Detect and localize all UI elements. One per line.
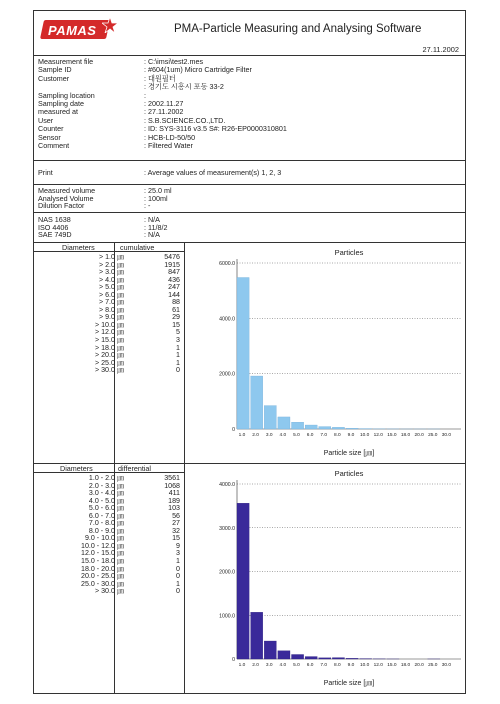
count-cell: 0 (176, 366, 180, 375)
bar (251, 376, 263, 429)
x-tick-label: 1.0 (238, 663, 246, 668)
x-tick-label: 1.0 (238, 433, 246, 438)
bar (305, 657, 317, 659)
field-value: : 25.0 ml (144, 186, 172, 195)
diameter-cell: 7.0 - 8.0 ㎛ (88, 519, 124, 528)
bar (319, 658, 331, 659)
bar (292, 654, 304, 659)
field-value: : - (144, 201, 151, 211)
diameter-cell: 3.0 - 4.0 ㎛ (88, 489, 124, 498)
count-cell: 1 (176, 358, 180, 367)
count-cell: 0 (176, 587, 180, 596)
count-cell: 247 (168, 283, 180, 292)
count-cell: 1068 (164, 481, 180, 490)
diameter-cell: 25.0 - 30.0 ㎛ (81, 579, 124, 588)
x-tick-label: 10.0 (359, 663, 370, 668)
x-tick-label: 2.0 (252, 433, 259, 438)
diameter-cell: 9.0 - 10.0 ㎛ (84, 534, 124, 543)
field-value: : (144, 90, 146, 100)
x-tick-label: 8.0 (334, 433, 341, 438)
divider (34, 251, 184, 252)
diameter-cell: > 18.0 ㎛ (95, 343, 124, 352)
divider (34, 55, 465, 56)
x-tick-label: 7.0 (320, 433, 328, 438)
count-cell: 29 (172, 313, 180, 322)
y-tick-label: 0 (232, 657, 235, 663)
count-cell: 1 (176, 579, 180, 588)
differential-col-diameters: Diameters (60, 464, 93, 473)
field-label: Measured volume (38, 186, 96, 195)
diameter-cell: > 6.0 ㎛ (98, 290, 124, 299)
x-tick-label: 18.0 (400, 663, 411, 668)
field-value: : HCB-LD-50/50 (144, 132, 196, 142)
count-cell: 103 (168, 504, 180, 513)
print-value: : Average values of measurement(s) 1, 2, 3 (144, 168, 282, 177)
x-tick-label: 12.0 (373, 663, 383, 668)
x-tick-label: 3.0 (265, 663, 273, 668)
x-tick-label: 6.0 (306, 663, 314, 668)
x-tick-label: 3.0 (265, 433, 273, 438)
x-tick-label: 5.0 (293, 433, 300, 438)
field-value: : 100ml (144, 193, 168, 203)
diameter-cell: > 9.0 ㎛ (98, 313, 124, 322)
diameter-cell: 12.0 - 15.0 ㎛ (81, 549, 124, 558)
bar (332, 658, 344, 659)
x-tick-label: 9.0 (347, 663, 355, 668)
report-title: PMA-Particle Measuring and Analysing Software (174, 23, 422, 35)
field-label: NAS 1638 (38, 215, 71, 224)
bar (278, 417, 290, 429)
divider (34, 184, 465, 185)
count-cell: 189 (168, 496, 180, 505)
field-label: Sensor (38, 132, 61, 142)
count-cell: 56 (172, 511, 180, 520)
field-value: : N/A (144, 230, 160, 240)
field-label: Comment (38, 141, 70, 150)
diameter-cell: 1.0 - 2.0 ㎛ (88, 474, 124, 482)
x-tick-label: 30.0 (441, 433, 452, 438)
count-cell: 5 (176, 328, 180, 337)
diameter-cell: 10.0 - 12.0 ㎛ (81, 541, 124, 550)
logo-star-icon (102, 17, 118, 33)
logo-text: PAMAS (48, 23, 97, 38)
x-tick-label: 8.0 (334, 663, 341, 668)
x-tick-label: 12.0 (373, 433, 383, 438)
diameter-cell: > 8.0 ㎛ (98, 305, 124, 314)
y-tick-label: 1000.0 (219, 613, 235, 620)
divider (34, 472, 184, 473)
diameter-cell: > 25.0 ㎛ (95, 358, 124, 367)
field-label: ISO 4406 (38, 222, 69, 232)
bar (251, 612, 263, 659)
x-tick-label: 2.0 (252, 663, 259, 668)
x-tick-label: 4.0 (279, 663, 287, 668)
x-axis-label: Particle size [㎛] (323, 680, 375, 687)
bar (319, 427, 331, 429)
count-cell: 15 (172, 320, 180, 329)
count-cell: 61 (172, 305, 180, 314)
diameter-cell: 15.0 - 18.0 ㎛ (81, 557, 124, 566)
field-label: Dilution Factor (38, 201, 85, 211)
differential-particles-chart (185, 464, 466, 693)
x-tick-label: 20.0 (414, 663, 424, 668)
diameter-cell: > 3.0 ㎛ (98, 268, 124, 277)
diameter-cell: 2.0 - 3.0 ㎛ (88, 481, 124, 490)
field-label: Customer (38, 73, 70, 83)
y-tick-label: 4000.0 (219, 482, 235, 488)
diameter-cell: > 15.0 ㎛ (95, 336, 124, 345)
x-tick-label: 15.0 (387, 663, 397, 668)
x-tick-label: 15.0 (387, 433, 397, 438)
field-value: : 대원필터 (144, 73, 176, 83)
count-cell: 3 (176, 336, 180, 345)
count-cell: 32 (172, 526, 180, 535)
table-row (34, 588, 184, 596)
field-value: : ID: SYS-3116 v3.5 S#: R26-EP0000310801 (144, 124, 287, 134)
bar (292, 422, 304, 429)
y-tick-label: 0 (232, 427, 235, 433)
diameter-cell: > 10.0 ㎛ (95, 320, 124, 329)
bar (264, 406, 276, 429)
y-tick-label: 2000.0 (219, 569, 235, 576)
field-label: User (38, 115, 54, 125)
field-value: : 경기도 시흥시 포동 33-2 (144, 82, 224, 92)
field-value: : 27.11.2002 (144, 107, 184, 117)
field-label: Sampling date (38, 99, 84, 108)
differential-col-values: differential (118, 464, 152, 473)
x-tick-label: 25.0 (428, 433, 438, 438)
diameter-cell: > 5.0 ㎛ (98, 283, 124, 292)
x-tick-label: 25.0 (428, 663, 438, 668)
diameter-cell: 18.0 - 20.0 ㎛ (81, 564, 124, 573)
table-row (34, 367, 184, 375)
x-tick-label: 5.0 (293, 663, 300, 668)
divider (34, 160, 465, 161)
field-label: Analysed Volume (38, 193, 94, 203)
y-tick-label: 2000.0 (219, 371, 235, 378)
pamas-logo (42, 17, 120, 43)
diameter-cell: > 7.0 ㎛ (98, 298, 124, 307)
report-sheet (33, 10, 466, 694)
diameter-cell: > 20.0 ㎛ (95, 351, 124, 360)
diameter-cell: 6.0 - 7.0 ㎛ (88, 511, 124, 520)
count-cell: 1915 (164, 260, 180, 269)
y-tick-label: 4000.0 (219, 316, 235, 323)
x-axis-label: Particle size [㎛] (323, 450, 375, 457)
cumulative-table (34, 254, 184, 375)
cumulative-particles-chart (185, 243, 466, 463)
differential-table (34, 475, 184, 596)
bar (264, 641, 276, 659)
count-cell: 1 (176, 343, 180, 352)
diameter-cell: > 30.0 ㎛ (95, 587, 124, 596)
report-date: 27.11.2002 (422, 45, 459, 54)
chart-title: Particles (334, 469, 364, 478)
field-label: Counter (38, 124, 64, 134)
field-label: measured at (38, 107, 78, 117)
field-value: : Filtered Water (144, 141, 193, 150)
count-cell: 847 (168, 268, 180, 277)
bar (346, 428, 358, 429)
field-label: Sampling location (38, 90, 95, 100)
x-tick-label: 6.0 (306, 433, 314, 438)
diameter-cell: 20.0 - 25.0 ㎛ (81, 572, 124, 581)
field-value: : #604(1um) Micro Cartridge Filter (144, 65, 252, 75)
diameter-cell: > 30.0 ㎛ (95, 366, 124, 375)
field-value: : S.B.SCIENCE.CO.,LTD. (144, 115, 226, 125)
x-tick-label: 7.0 (320, 663, 328, 668)
count-cell: 0 (176, 564, 180, 573)
x-tick-label: 18.0 (400, 433, 411, 438)
field-label: SAE 749D (38, 230, 72, 240)
field-label: Measurement file (38, 57, 94, 66)
count-cell: 0 (176, 572, 180, 581)
print-label: Print (38, 168, 53, 177)
field-value: : 2002.11.27 (144, 99, 184, 108)
diameter-cell: 5.0 - 6.0 ㎛ (88, 504, 124, 513)
count-cell: 5476 (164, 253, 180, 261)
count-cell: 411 (168, 489, 180, 498)
cumulative-col-values: cumulative (120, 243, 155, 252)
count-cell: 1 (176, 351, 180, 360)
field-value: : C:\imsi\test2.mes (144, 57, 204, 66)
count-cell: 3561 (164, 474, 180, 482)
bar (332, 427, 344, 429)
count-cell: 436 (168, 275, 180, 284)
divider (34, 212, 465, 213)
bar (346, 658, 358, 659)
count-cell: 9 (176, 541, 180, 550)
count-cell: 27 (172, 519, 180, 528)
count-cell: 15 (172, 534, 180, 543)
field-value: : 11/8/2 (144, 222, 168, 232)
bar (237, 503, 249, 659)
bar (305, 425, 317, 429)
field-value: : N/A (144, 215, 160, 224)
bar (278, 651, 290, 659)
diameter-cell: > 4.0 ㎛ (98, 275, 124, 284)
diameter-cell: 4.0 - 5.0 ㎛ (88, 496, 124, 505)
x-tick-label: 10.0 (359, 433, 370, 438)
x-tick-label: 30.0 (441, 663, 452, 668)
count-cell: 144 (168, 290, 180, 299)
field-label: Sample ID (38, 65, 72, 75)
chart-title: Particles (334, 248, 364, 257)
diameter-cell: > 1.0 ㎛ (98, 253, 124, 261)
cumulative-col-diameters: Diameters (62, 243, 95, 252)
diameter-cell: > 2.0 ㎛ (98, 260, 124, 269)
count-cell: 88 (172, 298, 180, 307)
diameter-cell: > 12.0 ㎛ (95, 328, 124, 337)
diameter-cell: 8.0 - 9.0 ㎛ (88, 526, 124, 535)
x-tick-label: 9.0 (347, 433, 355, 438)
x-tick-label: 4.0 (279, 433, 287, 438)
count-cell: 1 (176, 557, 180, 566)
y-tick-label: 6000.0 (219, 261, 235, 267)
y-tick-label: 3000.0 (219, 525, 235, 532)
x-tick-label: 20.0 (414, 433, 424, 438)
count-cell: 3 (176, 549, 180, 558)
bar (237, 277, 249, 429)
